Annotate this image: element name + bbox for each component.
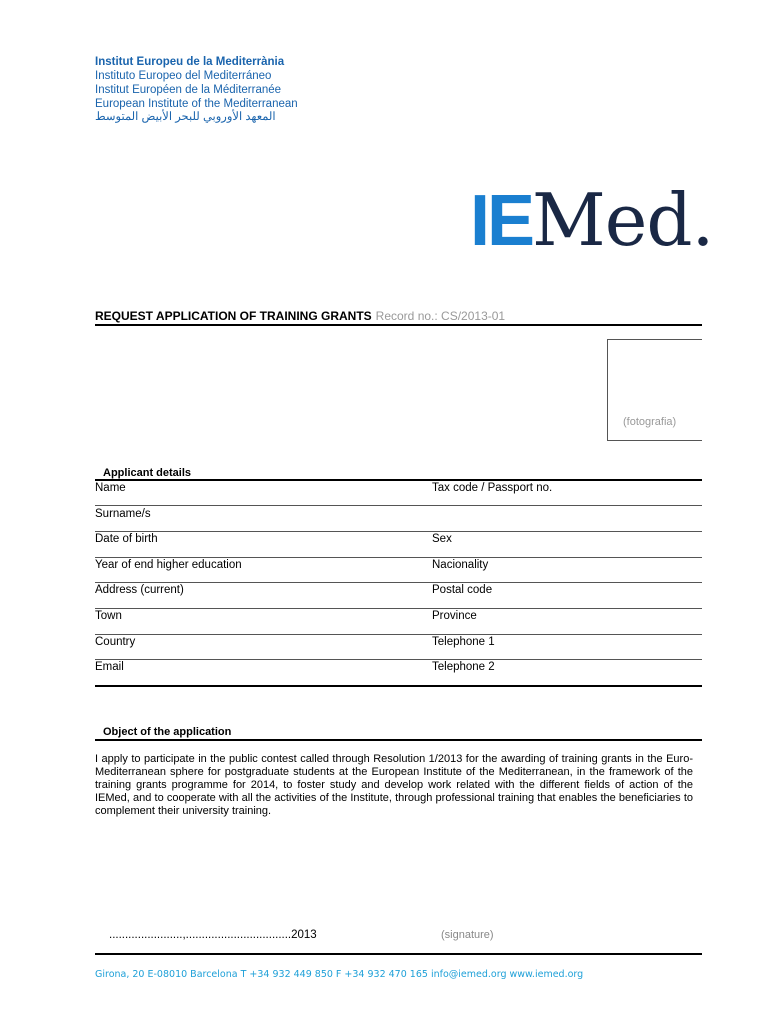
applicant-bottom-rule (95, 685, 702, 687)
institute-name-arabic: المعهد الأوروبي للبحر الأبيض المتوسط (95, 111, 276, 123)
object-rule (95, 739, 702, 741)
applicant-top-rule (95, 479, 702, 481)
field-town[interactable]: Town (95, 610, 122, 622)
field-name[interactable]: Name (95, 482, 126, 494)
signature-place-date[interactable]: .......................,.................................2013 (109, 929, 317, 941)
record-number: Record no.: CS/2013-01 (375, 309, 506, 323)
field-surname[interactable]: Surname/s (95, 508, 151, 520)
field-sex[interactable]: Sex (432, 533, 452, 545)
title-divider (95, 324, 702, 326)
row-divider (95, 608, 702, 609)
row-divider (95, 659, 702, 660)
field-year-end-education[interactable]: Year of end higher education (95, 559, 242, 571)
field-address[interactable]: Address (current) (95, 584, 184, 596)
field-date-of-birth[interactable]: Date of birth (95, 533, 158, 545)
logo-dot: . (691, 178, 714, 262)
logo-med: Med (532, 178, 692, 262)
applicant-section-title: Applicant details (103, 467, 192, 479)
form-title-text: REQUEST APPLICATION OF TRAINING GRANTS (95, 309, 372, 323)
footer-rule (95, 953, 702, 955)
row-divider (95, 531, 702, 532)
row-divider (95, 634, 702, 635)
institute-name-catalan: Institut Europeu de la Mediterrània (95, 56, 285, 68)
logo-ie: IE (470, 181, 533, 261)
field-telephone-2[interactable]: Telephone 2 (432, 661, 495, 673)
footer-contact: Girona, 20 E-08010 Barcelona T +34 932 449 850 F +34 932 470 165 info@iemed.org www.iemed.org (95, 969, 584, 980)
field-telephone-1[interactable]: Telephone 1 (432, 636, 495, 648)
field-province[interactable]: Province (432, 610, 477, 622)
field-tax-code[interactable]: Tax code / Passport no. (432, 482, 553, 494)
iemed-logo (470, 180, 713, 261)
institute-name-english: European Institute of the Mediterranean (95, 98, 298, 110)
row-divider (95, 505, 702, 506)
object-section-title: Object of the application (103, 726, 232, 738)
field-country[interactable]: Country (95, 636, 136, 648)
form-title (95, 309, 505, 323)
object-paragraph: I apply to participate in the public contest called through Resolution 1/2013 for the awarding of training grants in the Euro-Mediterranean sphere for postgraduate students at the European Institute of the Mediterranean, in the framework of the training grants programme for 2014, to foster study and develop work related with the different fields of action of the IEMed, and to cooperate with all the activities of the Institute, through professional training that enables the beneficiaries to complement their university training. (95, 753, 693, 817)
signature-label: (signature) (441, 929, 494, 941)
field-email[interactable]: Email (95, 661, 124, 673)
institute-name-spanish: Instituto Europeo del Mediterráneo (95, 70, 272, 82)
field-nationality[interactable]: Nacionality (432, 559, 489, 571)
field-postal-code[interactable]: Postal code (432, 584, 493, 596)
row-divider (95, 557, 702, 558)
photo-label: (fotografia) (623, 416, 677, 428)
row-divider (95, 582, 702, 583)
institute-name-french: Institut Européen de la Méditerranée (95, 84, 282, 96)
